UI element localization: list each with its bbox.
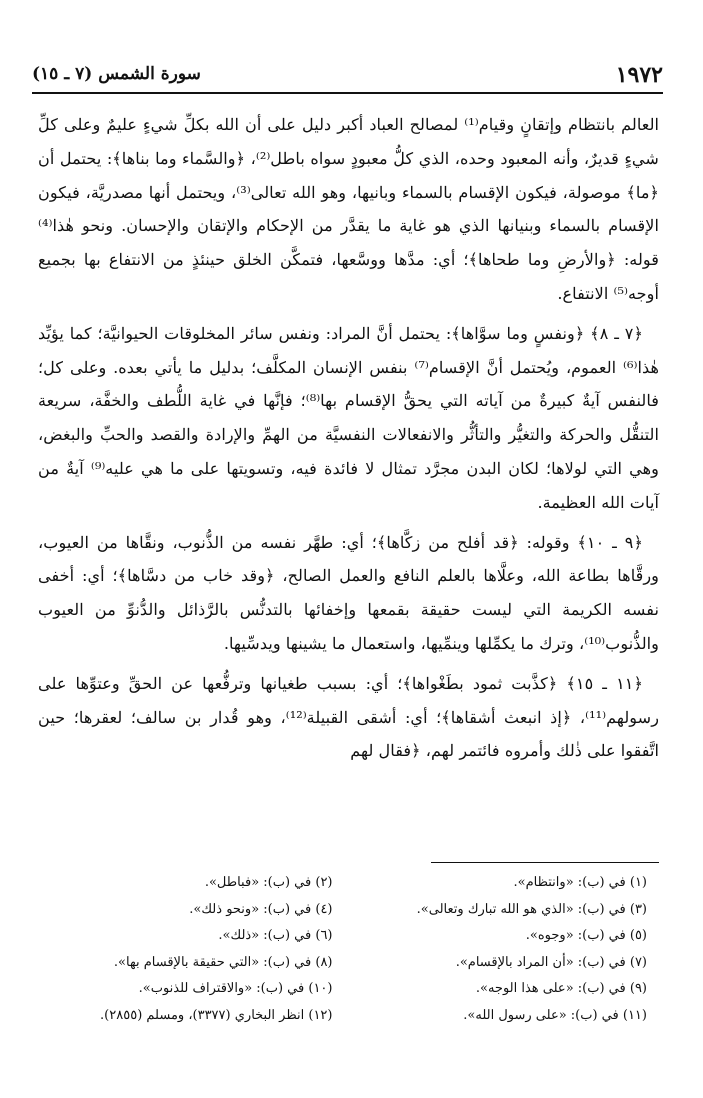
running-title: سورة الشمس (٧ ـ ١٥) bbox=[32, 64, 201, 84]
footnote: (١٢) انظر البخاري (٣٣٧٧)، ومسلم (٢٨٥٥). bbox=[100, 1007, 333, 1023]
page-number: ١٩٧٢ bbox=[615, 62, 663, 88]
paragraph: ﴿٩ ـ ١٠﴾ وقوله: ﴿قد أفلح من زكَّاها﴾؛ أي: طهَّر نفسه من الذُّنوب، ونقَّاها من العيوب، ورقَّاها بطاعة الله، وعلَّاها بالعلم النافع والعمل الصالح، ﴿وقد خاب من دسَّاها﴾؛ أي: أخفى نفسه الكريمة التي ليست حقيقة بقمعها وإخفائها بالتدنُّس بالرَّذائل والدُّنوِّ من العيوب والذُّنوب⁽¹⁰⁾، وترك ما يكمِّلها وينمِّيها، واستعمال ما يشينها ويدسِّيها. bbox=[38, 532, 659, 653]
footnote: (٢) في (ب): «فباطل». bbox=[204, 875, 333, 890]
footnote: (٣) في (ب): «الذي هو الله تبارك وتعالى». bbox=[416, 901, 647, 917]
footnotes bbox=[38, 870, 647, 1029]
paragraph: العالم بانتظام وإتقانٍ وقيام⁽¹⁾ لمصالح العباد أكبر دليل على أن الله بكلِّ شيءٍ عليمٌ وعلى كلِّ شيءٍ قديرٌ، وأنه المعبود وحده، الذي كلُّ معبودٍ سواه باطل⁽²⁾، ﴿والسَّماء وما بناها﴾: يحتمل أن ﴿ما﴾ موصولة، فيكون الإقسام بالسماء وبانيها، وهو الله تعالى⁽³⁾، ويحتمل أنها مصدريَّة، فيكون الإقسام بالسماء وبنيانها الذي هو غاية ما يقدَّر من الإحكام والإتقان والإحسان. ونحو هٰذا⁽⁴⁾ قوله: ﴿والأرضِ وما طحاها﴾؛ أي: مدَّها ووسَّعها، فتمكَّن الخلق حينئذٍ من الانتفاع بها بجميع أوجه⁽⁵⁾ الانتفاع. bbox=[38, 115, 659, 303]
page-header bbox=[32, 58, 663, 90]
footnote: (١٠) في (ب): «والاقتراف للذنوب». bbox=[138, 981, 333, 996]
paragraph: ﴿١١ ـ ١٥﴾ ﴿كذَّبت ثمود بطَغْواها﴾؛ أي: بسبب طغيانها وترفُّعها عن الحقِّ وعتوِّها على رسولهم⁽¹¹⁾، ﴿إذ انبعث أشقاها﴾؛ أي: أشقى القبيلة⁽¹²⁾، وهو قُدار بن سالف؛ لعقرها؛ حين اتَّفقوا على ذٰلك وأمروه فائتمر لهم، ﴿فقال لهم bbox=[38, 673, 660, 761]
footnote: (٥) في (ب): «وجوه». bbox=[525, 928, 647, 943]
footnote: (١١) في (ب): «على رسول الله». bbox=[463, 1007, 647, 1023]
footnote-divider bbox=[431, 862, 659, 863]
footnote: (٧) في (ب): «أن المراد بالإقسام». bbox=[455, 954, 647, 970]
footnote: (٦) في (ب): «ذلك». bbox=[218, 928, 333, 943]
footnote: (٤) في (ب): «ونحو ذلك». bbox=[189, 901, 333, 917]
header-divider bbox=[32, 92, 663, 94]
paragraph: ﴿٧ ـ ٨﴾ ﴿ونفسٍ وما سوَّاها﴾: يحتمل أنَّ المراد: ونفس سائر المخلوقات الحيوانيَّة؛ كما يؤيِّد هٰذا⁽⁶⁾ العموم، ويُحتمل أنَّ الإقسام⁽⁷⁾ بنفس الإنسان المكلَّف؛ بدليل ما يأتي بعده. وعلى كل؛ فالنفس آيةٌ كبيرةٌ من آياته التي يحقُّ الإقسام بها⁽⁸⁾؛ فإنَّها في غاية اللُّطف والخفَّة، سريعة التنقُّل والحركة والتغيُّر والتأثُّر والانفعالات النفسيَّة من الهمِّ والإرادة والقصد والحبِّ والبغض، وهي التي لولاها؛ لكان البدن مجرَّد تمثال لا فائدة فيه، وتسويتها على ما هي عليه⁽⁹⁾ آيةٌ من آيات الله العظيمة. bbox=[38, 323, 659, 512]
footnote: (٩) في (ب): «على هذا الوجه». bbox=[475, 981, 647, 996]
main-text bbox=[38, 108, 659, 774]
footnote: (٨) في (ب): «التي حقيقة بالإقسام بها». bbox=[113, 954, 333, 970]
footnote: (١) في (ب): «وانتظام». bbox=[513, 875, 647, 890]
